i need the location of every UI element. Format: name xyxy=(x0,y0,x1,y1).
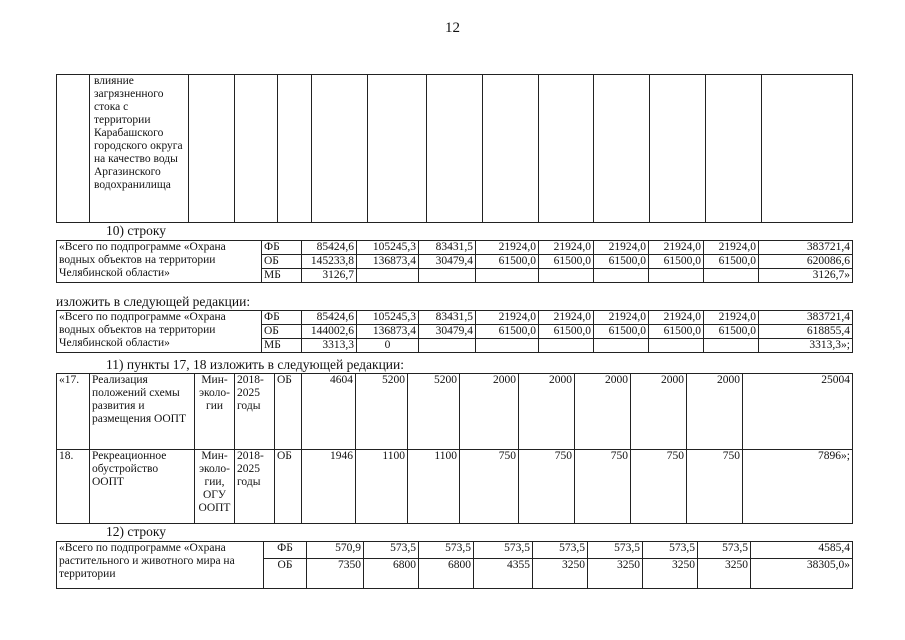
total-cell: 7896»; xyxy=(743,450,853,524)
total-cell: 3126,7» xyxy=(759,269,853,283)
value-cell: 21924,0 xyxy=(594,241,649,255)
value-cell: 4604 xyxy=(302,374,356,450)
value-cell: 573,5 xyxy=(643,542,698,559)
item-name: Рекреационное обустройство ООПТ xyxy=(90,450,195,524)
caption-12: 12) строку xyxy=(106,524,167,539)
value-cell xyxy=(357,269,419,283)
value-cell: 145233,8 xyxy=(302,255,357,269)
value-cell: 2000 xyxy=(631,374,687,450)
value-cell: 2000 xyxy=(575,374,631,450)
value-cell xyxy=(419,269,476,283)
value-cell: 136873,4 xyxy=(357,255,419,269)
value-cell xyxy=(539,339,594,353)
source-ob: ОБ xyxy=(262,325,302,339)
source-fb: ФБ xyxy=(264,542,307,559)
value-cell: 6800 xyxy=(419,559,474,589)
value-cell: 573,5 xyxy=(533,542,588,559)
caption-10: 10) строку xyxy=(106,223,167,238)
value-cell: 3250 xyxy=(533,559,588,589)
value-cell: 136873,4 xyxy=(357,325,419,339)
value-cell: 61500,0 xyxy=(649,325,704,339)
value-cell: 2000 xyxy=(687,374,743,450)
value-cell: 750 xyxy=(460,450,519,524)
value-cell: 61500,0 xyxy=(476,255,539,269)
caption-11: 11) пункты 17, 18 изложить в следующей редакции: xyxy=(106,357,405,372)
total-cell: 3313,3»; xyxy=(759,339,853,353)
value-cell: 21924,0 xyxy=(649,241,704,255)
value-cell: 21924,0 xyxy=(539,311,594,325)
value-cell: 61500,0 xyxy=(476,325,539,339)
value-cell: 21924,0 xyxy=(649,311,704,325)
subprogram-name: «Всего по подпрограмме «Охрана водных объектов на территории Челябинской области» xyxy=(57,241,262,283)
source-fb: ФБ xyxy=(262,241,302,255)
value-cell: 21924,0 xyxy=(476,311,539,325)
source-ob: ОБ xyxy=(262,255,302,269)
item-executor: Мин-эколо-гии, ОГУ ООПТ xyxy=(195,450,235,524)
value-cell: 144002,6 xyxy=(302,325,357,339)
value-cell xyxy=(594,269,649,283)
value-cell: 750 xyxy=(687,450,743,524)
value-cell: 83431,5 xyxy=(419,241,476,255)
subprogram-name: «Всего по подпрограмме «Охрана водных объектов на территории Челябинской области» xyxy=(57,311,262,353)
item-period: 2018-2025 годы xyxy=(235,374,275,450)
value-cell xyxy=(539,269,594,283)
cell xyxy=(57,75,90,223)
subprogram-name: «Всего по подпрограмме «Охрана растительного и животного мира на территории xyxy=(57,542,264,589)
value-cell: 21924,0 xyxy=(704,241,759,255)
source-fb: ФБ xyxy=(262,311,302,325)
value-cell: 2000 xyxy=(519,374,575,450)
value-cell: 3313,3 xyxy=(302,339,357,353)
value-cell: 105245,3 xyxy=(357,311,419,325)
value-cell: 750 xyxy=(575,450,631,524)
value-cell: 21924,0 xyxy=(704,311,759,325)
value-cell: 61500,0 xyxy=(594,255,649,269)
value-cell xyxy=(649,339,704,353)
item-source: ОБ xyxy=(275,450,302,524)
total-cell: 620086,6 xyxy=(759,255,853,269)
value-cell: 0 xyxy=(357,339,419,353)
item-executor: Мин-эколо-гии xyxy=(195,374,235,450)
value-cell: 570,9 xyxy=(307,542,364,559)
value-cell: 30479,4 xyxy=(419,325,476,339)
value-cell: 61500,0 xyxy=(704,325,759,339)
total-cell: 25004 xyxy=(743,374,853,450)
value-cell: 21924,0 xyxy=(476,241,539,255)
value-cell: 21924,0 xyxy=(594,311,649,325)
value-cell xyxy=(704,269,759,283)
continuation-table xyxy=(56,74,853,223)
value-cell: 61500,0 xyxy=(649,255,704,269)
value-cell: 2000 xyxy=(460,374,519,450)
table-new-water xyxy=(56,310,853,353)
item-number: «17. xyxy=(57,374,90,450)
value-cell: 3250 xyxy=(698,559,751,589)
value-cell: 3250 xyxy=(643,559,698,589)
value-cell: 61500,0 xyxy=(539,325,594,339)
table-items-17-18 xyxy=(56,373,853,524)
item-source: ОБ xyxy=(275,374,302,450)
value-cell: 3126,7 xyxy=(302,269,357,283)
value-cell: 21924,0 xyxy=(539,241,594,255)
source-ob: ОБ xyxy=(264,559,307,589)
value-cell: 83431,5 xyxy=(419,311,476,325)
item-name: Реализация положений схемы развития и размещения ООПТ xyxy=(90,374,195,450)
value-cell: 573,5 xyxy=(588,542,643,559)
value-cell: 573,5 xyxy=(698,542,751,559)
value-cell: 5200 xyxy=(356,374,408,450)
value-cell: 61500,0 xyxy=(594,325,649,339)
value-cell: 1946 xyxy=(302,450,356,524)
value-cell: 3250 xyxy=(588,559,643,589)
page-number: 12 xyxy=(445,20,460,36)
item-period: 2018-2025 годы xyxy=(235,450,275,524)
value-cell: 1100 xyxy=(408,450,460,524)
value-cell: 7350 xyxy=(307,559,364,589)
value-cell xyxy=(704,339,759,353)
value-cell: 6800 xyxy=(364,559,419,589)
source-mb: МБ xyxy=(262,339,302,353)
value-cell xyxy=(594,339,649,353)
value-cell: 85424,6 xyxy=(302,241,357,255)
total-cell: 618855,4 xyxy=(759,325,853,339)
value-cell: 30479,4 xyxy=(419,255,476,269)
value-cell: 573,5 xyxy=(364,542,419,559)
value-cell xyxy=(476,269,539,283)
item-number: 18. xyxy=(57,450,90,524)
value-cell xyxy=(419,339,476,353)
value-cell: 4355 xyxy=(474,559,533,589)
value-cell: 105245,3 xyxy=(357,241,419,255)
value-cell: 5200 xyxy=(408,374,460,450)
table-old-water xyxy=(56,240,853,283)
value-cell: 573,5 xyxy=(419,542,474,559)
total-cell: 4585,4 xyxy=(751,542,853,559)
caption-edit: изложить в следующей редакции: xyxy=(56,294,251,309)
total-cell: 383721,4 xyxy=(759,311,853,325)
value-cell: 1100 xyxy=(356,450,408,524)
value-cell xyxy=(649,269,704,283)
value-cell: 750 xyxy=(519,450,575,524)
value-cell: 61500,0 xyxy=(539,255,594,269)
source-mb: МБ xyxy=(262,269,302,283)
value-cell xyxy=(476,339,539,353)
value-cell: 85424,6 xyxy=(302,311,357,325)
value-cell: 61500,0 xyxy=(704,255,759,269)
value-cell: 750 xyxy=(631,450,687,524)
table-old-flora-fauna xyxy=(56,541,853,589)
total-cell: 38305,0» xyxy=(751,559,853,589)
measure-description: влияние загрязненного стока с территории Карабашского городского округа на качество воды Аргазинского водохранилища xyxy=(90,75,189,223)
total-cell: 383721,4 xyxy=(759,241,853,255)
value-cell: 573,5 xyxy=(474,542,533,559)
